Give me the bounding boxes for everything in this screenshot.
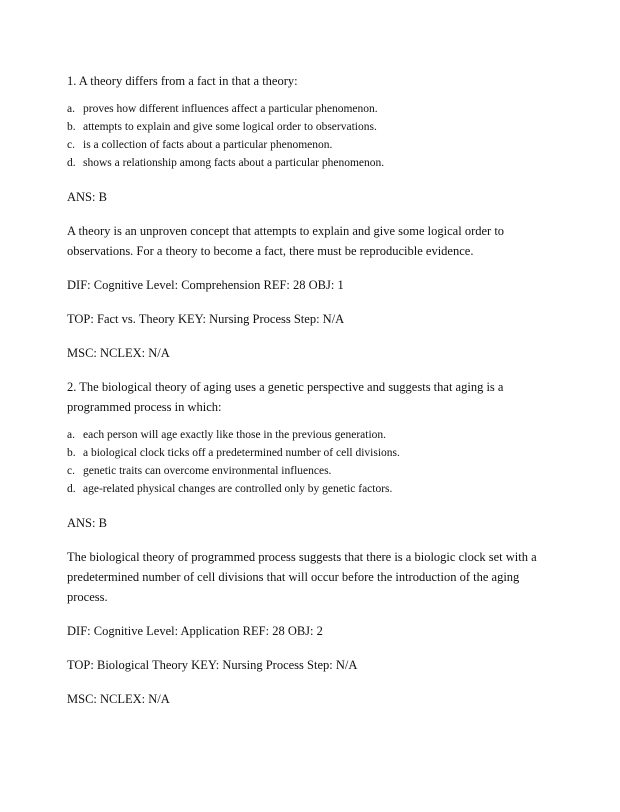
option-letter: d. — [67, 157, 76, 169]
answer-options — [67, 100, 557, 172]
difficulty-line: DIF: Cognitive Level: Application REF: 28 OBJ: 2 — [67, 624, 323, 638]
option-c — [67, 136, 557, 154]
difficulty-line: DIF: Cognitive Level: Comprehension REF: 28 OBJ: 1 — [67, 278, 344, 292]
msc-line: MSC: NCLEX: N/A — [67, 346, 170, 360]
option-text: genetic traits can overcome environmental influences. — [83, 465, 332, 477]
answer-key: ANS: B — [67, 516, 107, 530]
option-text: is a collection of facts about a particular phenomenon. — [83, 139, 333, 151]
question-stem: 2. The biological theory of aging uses a genetic perspective and suggests that aging is a programmed process in which: — [67, 380, 504, 414]
option-letter: b. — [67, 447, 76, 459]
topic-line: TOP: Fact vs. Theory KEY: Nursing Process Step: N/A — [67, 312, 345, 326]
option-letter: a. — [67, 103, 75, 115]
option-letter: d. — [67, 483, 76, 495]
option-text: each person will age exactly like those in the previous generation. — [83, 429, 387, 441]
option-letter: b. — [67, 121, 76, 133]
rationale: The biological theory of programmed process suggests that there is a biologic clock set with a predetermined number of cell divisions that will occur before the introduction of the aging process. — [67, 550, 537, 604]
rationale: A theory is an unproven concept that attempts to explain and give some logical order to observations. For a theory to become a fact, there must be reproducible evidence. — [67, 224, 505, 258]
document-page — [67, 71, 557, 723]
option-c — [67, 462, 557, 480]
option-d — [67, 480, 557, 498]
question-1 — [67, 71, 557, 363]
option-text: proves how different influences affect a particular phenomenon. — [83, 103, 378, 115]
msc-line: MSC: NCLEX: N/A — [67, 692, 170, 706]
option-text: age-related physical changes are controlled only by genetic factors. — [83, 483, 393, 495]
option-text: shows a relationship among facts about a particular phenomenon. — [83, 157, 385, 169]
answer-key: ANS: B — [67, 190, 107, 204]
option-letter: c. — [67, 465, 75, 477]
option-d — [67, 154, 557, 172]
option-a — [67, 100, 557, 118]
option-b — [67, 118, 557, 136]
option-letter: a. — [67, 429, 75, 441]
question-stem: 1. A theory differs from a fact in that a theory: — [67, 74, 298, 88]
topic-line: TOP: Biological Theory KEY: Nursing Process Step: N/A — [67, 658, 358, 672]
option-letter: c. — [67, 139, 75, 151]
answer-options — [67, 426, 557, 498]
option-text: attempts to explain and give some logical order to observations. — [83, 121, 377, 133]
option-text: a biological clock ticks off a predetermined number of cell divisions. — [83, 447, 400, 459]
option-b — [67, 444, 557, 462]
option-a — [67, 426, 557, 444]
question-2 — [67, 377, 557, 709]
